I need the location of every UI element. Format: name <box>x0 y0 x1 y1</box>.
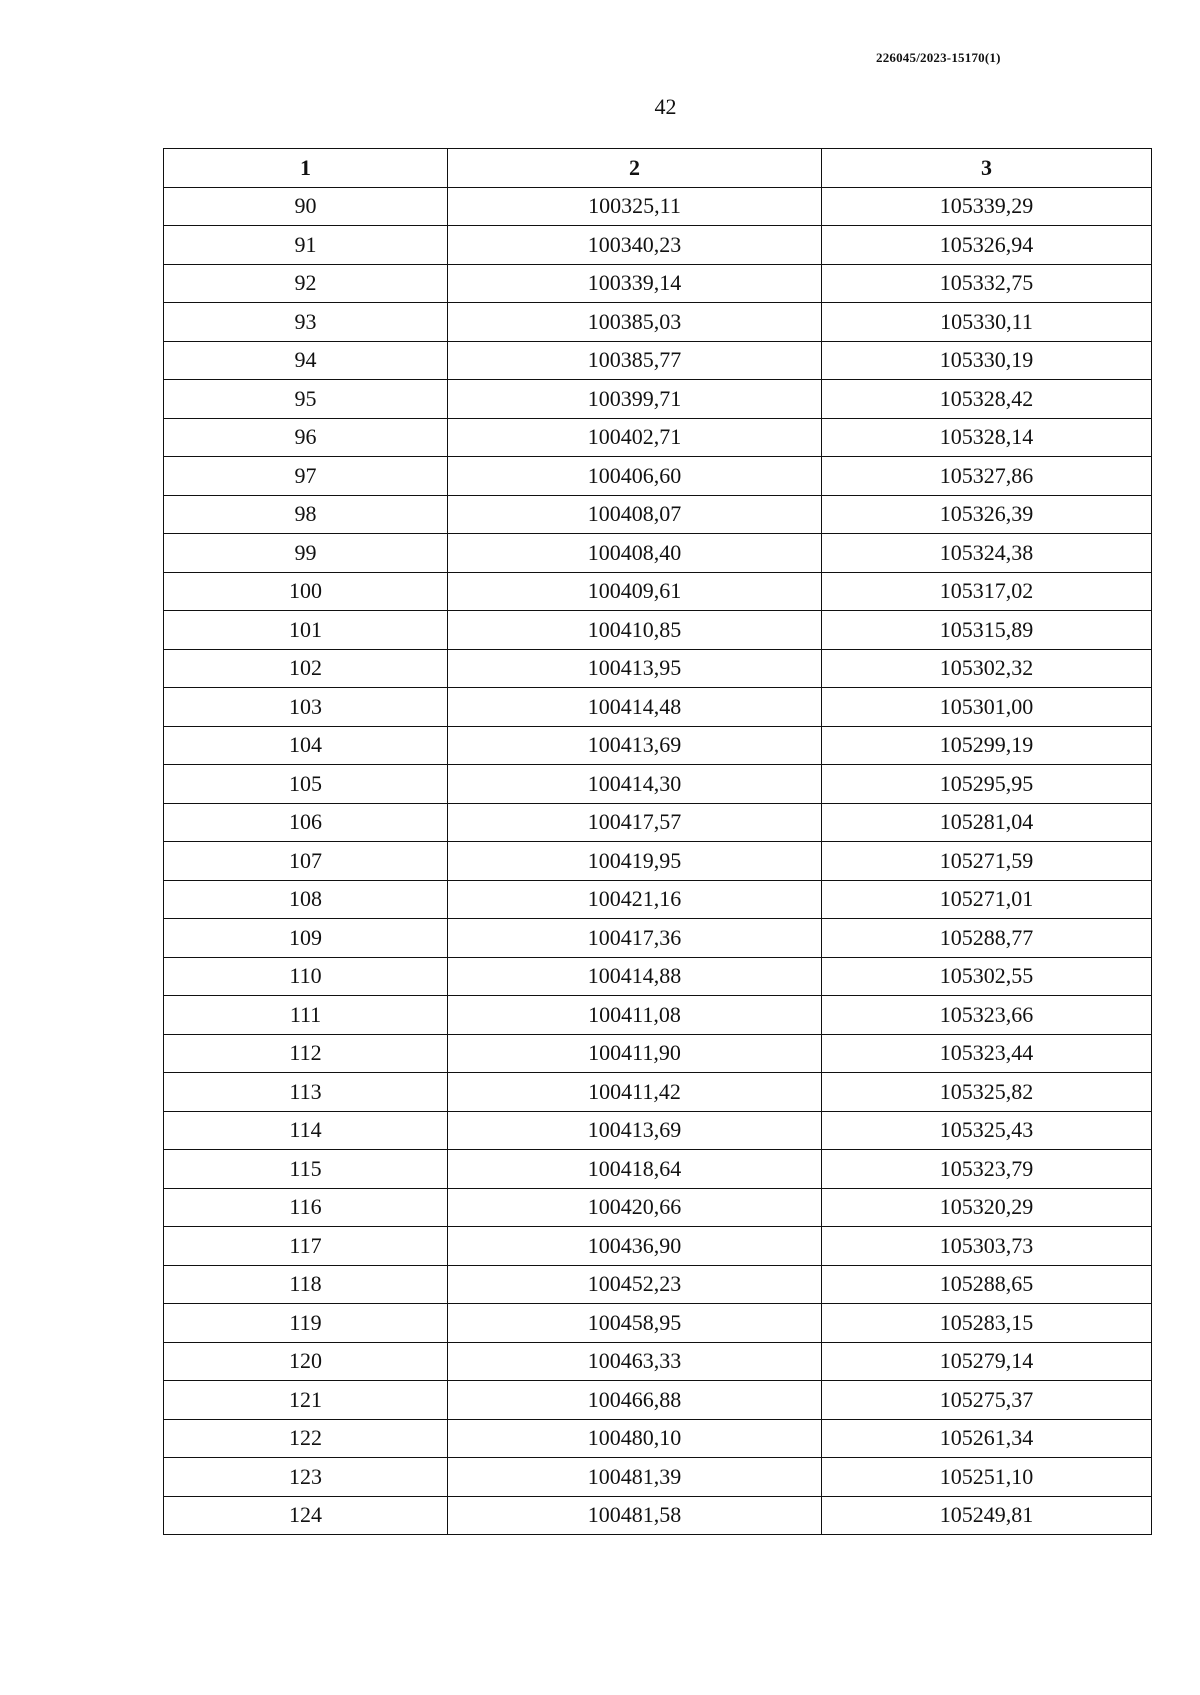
point-number-cell: 114 <box>164 1111 448 1150</box>
x-coordinate-cell: 100466,88 <box>448 1381 822 1420</box>
x-coordinate-cell: 100385,03 <box>448 303 822 342</box>
point-number-cell: 113 <box>164 1073 448 1112</box>
point-number-cell: 112 <box>164 1034 448 1073</box>
y-coordinate-cell: 105302,55 <box>822 957 1152 996</box>
table-header-row <box>164 149 1152 188</box>
point-number-cell: 90 <box>164 187 448 226</box>
x-coordinate-cell: 100411,42 <box>448 1073 822 1112</box>
x-coordinate-cell: 100325,11 <box>448 187 822 226</box>
table-row <box>164 996 1152 1035</box>
point-number-cell: 109 <box>164 919 448 958</box>
y-coordinate-cell: 105315,89 <box>822 611 1152 650</box>
point-number-cell: 102 <box>164 649 448 688</box>
point-number-cell: 111 <box>164 996 448 1035</box>
point-number-cell: 95 <box>164 380 448 419</box>
table-row <box>164 842 1152 881</box>
y-coordinate-cell: 105339,29 <box>822 187 1152 226</box>
y-coordinate-cell: 105325,43 <box>822 1111 1152 1150</box>
point-number-cell: 120 <box>164 1342 448 1381</box>
x-coordinate-cell: 100402,71 <box>448 418 822 457</box>
point-number-cell: 108 <box>164 880 448 919</box>
table-row <box>164 457 1152 496</box>
table-row <box>164 957 1152 996</box>
page-number: 42 <box>654 94 677 119</box>
table-row <box>164 303 1152 342</box>
table-row <box>164 1381 1152 1420</box>
table-body <box>164 187 1152 1535</box>
y-coordinate-cell: 105328,14 <box>822 418 1152 457</box>
table-row <box>164 572 1152 611</box>
point-number-cell: 99 <box>164 534 448 573</box>
point-number-cell: 103 <box>164 688 448 727</box>
table-row <box>164 226 1152 265</box>
x-coordinate-cell: 100408,40 <box>448 534 822 573</box>
point-number-cell: 104 <box>164 726 448 765</box>
point-number-cell: 121 <box>164 1381 448 1420</box>
point-number-cell: 91 <box>164 226 448 265</box>
y-coordinate-cell: 105249,81 <box>822 1496 1152 1535</box>
y-coordinate-cell: 105323,79 <box>822 1150 1152 1189</box>
y-coordinate-cell: 105302,32 <box>822 649 1152 688</box>
y-coordinate-cell: 105288,77 <box>822 919 1152 958</box>
point-number-cell: 100 <box>164 572 448 611</box>
point-number-cell: 123 <box>164 1458 448 1497</box>
x-coordinate-cell: 100481,58 <box>448 1496 822 1535</box>
table-row <box>164 919 1152 958</box>
x-coordinate-cell: 100413,69 <box>448 1111 822 1150</box>
column-header: 2 <box>448 149 822 188</box>
table-row <box>164 611 1152 650</box>
point-number-cell: 105 <box>164 765 448 804</box>
x-coordinate-cell: 100419,95 <box>448 842 822 881</box>
point-number-cell: 96 <box>164 418 448 457</box>
point-number-cell: 93 <box>164 303 448 342</box>
table-row <box>164 1111 1152 1150</box>
point-number-cell: 106 <box>164 803 448 842</box>
table-row <box>164 1073 1152 1112</box>
table-row <box>164 418 1152 457</box>
table-row <box>164 726 1152 765</box>
y-coordinate-cell: 105279,14 <box>822 1342 1152 1381</box>
table-row <box>164 534 1152 573</box>
y-coordinate-cell: 105251,10 <box>822 1458 1152 1497</box>
table-row <box>164 495 1152 534</box>
x-coordinate-cell: 100399,71 <box>448 380 822 419</box>
table-row <box>164 803 1152 842</box>
table-row <box>164 1342 1152 1381</box>
table-row <box>164 1304 1152 1343</box>
y-coordinate-cell: 105325,82 <box>822 1073 1152 1112</box>
table-row <box>164 1419 1152 1458</box>
table-row <box>164 1458 1152 1497</box>
y-coordinate-cell: 105261,34 <box>822 1419 1152 1458</box>
y-coordinate-cell: 105327,86 <box>822 457 1152 496</box>
x-coordinate-cell: 100413,95 <box>448 649 822 688</box>
point-number-cell: 92 <box>164 264 448 303</box>
x-coordinate-cell: 100418,64 <box>448 1150 822 1189</box>
y-coordinate-cell: 105303,73 <box>822 1227 1152 1266</box>
x-coordinate-cell: 100417,36 <box>448 919 822 958</box>
table-row <box>164 649 1152 688</box>
y-coordinate-cell: 105332,75 <box>822 264 1152 303</box>
x-coordinate-cell: 100411,08 <box>448 996 822 1035</box>
y-coordinate-cell: 105330,11 <box>822 303 1152 342</box>
point-number-cell: 98 <box>164 495 448 534</box>
point-number-cell: 101 <box>164 611 448 650</box>
y-coordinate-cell: 105324,38 <box>822 534 1152 573</box>
table-row <box>164 880 1152 919</box>
x-coordinate-cell: 100408,07 <box>448 495 822 534</box>
coordinates-table <box>163 148 1152 1535</box>
point-number-cell: 115 <box>164 1150 448 1189</box>
table-row <box>164 380 1152 419</box>
point-number-cell: 110 <box>164 957 448 996</box>
x-coordinate-cell: 100340,23 <box>448 226 822 265</box>
table-row <box>164 1150 1152 1189</box>
y-coordinate-cell: 105323,44 <box>822 1034 1152 1073</box>
y-coordinate-cell: 105275,37 <box>822 1381 1152 1420</box>
x-coordinate-cell: 100410,85 <box>448 611 822 650</box>
point-number-cell: 117 <box>164 1227 448 1266</box>
y-coordinate-cell: 105281,04 <box>822 803 1152 842</box>
table-row <box>164 187 1152 226</box>
x-coordinate-cell: 100452,23 <box>448 1265 822 1304</box>
y-coordinate-cell: 105330,19 <box>822 341 1152 380</box>
y-coordinate-cell: 105271,01 <box>822 880 1152 919</box>
y-coordinate-cell: 105320,29 <box>822 1188 1152 1227</box>
x-coordinate-cell: 100414,88 <box>448 957 822 996</box>
y-coordinate-cell: 105326,94 <box>822 226 1152 265</box>
x-coordinate-cell: 100481,39 <box>448 1458 822 1497</box>
y-coordinate-cell: 105288,65 <box>822 1265 1152 1304</box>
y-coordinate-cell: 105301,00 <box>822 688 1152 727</box>
point-number-cell: 118 <box>164 1265 448 1304</box>
x-coordinate-cell: 100421,16 <box>448 880 822 919</box>
x-coordinate-cell: 100413,69 <box>448 726 822 765</box>
x-coordinate-cell: 100414,30 <box>448 765 822 804</box>
point-number-cell: 119 <box>164 1304 448 1343</box>
table-row <box>164 1265 1152 1304</box>
table-row <box>164 765 1152 804</box>
y-coordinate-cell: 105271,59 <box>822 842 1152 881</box>
x-coordinate-cell: 100414,48 <box>448 688 822 727</box>
table-row <box>164 264 1152 303</box>
x-coordinate-cell: 100411,90 <box>448 1034 822 1073</box>
y-coordinate-cell: 105295,95 <box>822 765 1152 804</box>
column-header: 3 <box>822 149 1152 188</box>
point-number-cell: 94 <box>164 341 448 380</box>
table-row <box>164 1034 1152 1073</box>
table-row <box>164 341 1152 380</box>
column-header: 1 <box>164 149 448 188</box>
y-coordinate-cell: 105328,42 <box>822 380 1152 419</box>
x-coordinate-cell: 100480,10 <box>448 1419 822 1458</box>
x-coordinate-cell: 100458,95 <box>448 1304 822 1343</box>
point-number-cell: 124 <box>164 1496 448 1535</box>
y-coordinate-cell: 105323,66 <box>822 996 1152 1035</box>
x-coordinate-cell: 100409,61 <box>448 572 822 611</box>
y-coordinate-cell: 105326,39 <box>822 495 1152 534</box>
point-number-cell: 107 <box>164 842 448 881</box>
table-row <box>164 1227 1152 1266</box>
x-coordinate-cell: 100339,14 <box>448 264 822 303</box>
point-number-cell: 97 <box>164 457 448 496</box>
x-coordinate-cell: 100406,60 <box>448 457 822 496</box>
document-reference: 226045/2023-15170(1) <box>876 50 1001 65</box>
y-coordinate-cell: 105317,02 <box>822 572 1152 611</box>
x-coordinate-cell: 100436,90 <box>448 1227 822 1266</box>
x-coordinate-cell: 100420,66 <box>448 1188 822 1227</box>
point-number-cell: 122 <box>164 1419 448 1458</box>
point-number-cell: 116 <box>164 1188 448 1227</box>
x-coordinate-cell: 100417,57 <box>448 803 822 842</box>
table-row <box>164 1188 1152 1227</box>
x-coordinate-cell: 100385,77 <box>448 341 822 380</box>
x-coordinate-cell: 100463,33 <box>448 1342 822 1381</box>
y-coordinate-cell: 105299,19 <box>822 726 1152 765</box>
y-coordinate-cell: 105283,15 <box>822 1304 1152 1343</box>
table-row <box>164 1496 1152 1535</box>
table-row <box>164 688 1152 727</box>
